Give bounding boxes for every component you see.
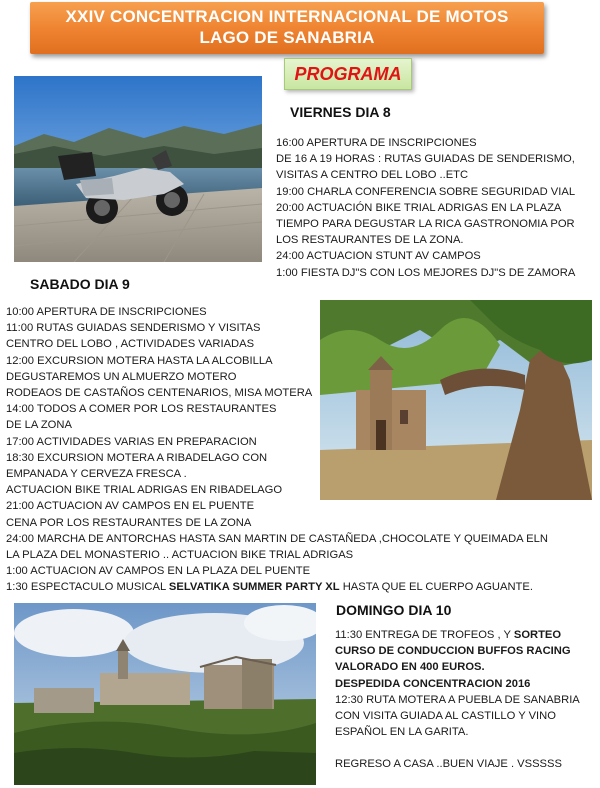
schedule-line: CENA POR LOS RESTAURANTES DE LA ZONA [6,516,252,529]
sorteo-highlight: SORTEO [513,629,562,641]
motorcycle-lake-photo [14,76,262,262]
schedule-line: 10:00 APERTURA DE INSCRIPCIONES [6,306,207,318]
domingo-heading: DOMINGO DIA 10 [336,602,452,618]
schedule-line: 16:00 APERTURA DE INSCRIPCIONES [276,137,477,149]
selvatika-highlight: SELVATIKA SUMMER PARTY XL [168,581,340,594]
schedule-line: LOS RESTAURANTES DE LA ZONA. [276,234,464,247]
schedule-line: CON VISITA GUIADA AL CASTILLO Y VINO [335,710,556,723]
schedule-line: DEGUSTAREMOS UN ALMUERZO MOTERO [6,370,237,383]
programa-label: PROGRAMA [284,58,412,90]
event-title-line2: LAGO DE SANABRIA [199,28,375,47]
spacer [335,740,580,756]
schedule-line-bold: DESPEDIDA CONCENTRACION 2016 [335,677,531,690]
viernes-schedule [276,135,575,281]
schedule-line: 24:00 ACTUACION STUNT AV CAMPOS [276,250,481,263]
schedule-line: DE 16 A 19 HORAS : RUTAS GUIADAS DE SENDERISMO, [276,153,575,166]
schedule-line: ESPAÑOL EN LA GARITA. [335,726,469,739]
schedule-line: 17:00 ACTIVIDADES VARIAS EN PREPARACION [6,435,257,448]
farewell-line: REGRESO A CASA ..BUEN VIAJE . VSSSSS [335,758,562,771]
schedule-line: 18:30 EXCURSION MOTERA A RIBADELAGO CON [6,451,268,464]
schedule-line: 21:00 ACTUACION AV CAMPOS EN EL PUENTE [6,500,255,513]
schedule-line: 19:00 CHARLA CONFERENCIA SOBRE SEGURIDAD VIAL [276,185,576,198]
schedule-line: 14:00 TODOS A COMER POR LOS RESTAURANTES [6,403,277,416]
sabado-schedule [6,304,548,596]
schedule-line: 12:30 RUTA MOTERA A PUEBLA DE SANABRIA [335,693,580,706]
schedule-line: 11:00 RUTAS GUIADAS SENDERISMO Y VISITAS [6,322,261,335]
schedule-line-prefix: 1:30 ESPECTACULO MUSICAL [6,581,169,594]
schedule-line-suffix: HASTA QUE EL CUERPO AGUANTE. [339,581,533,594]
event-title-banner [30,2,544,54]
viernes-heading: VIERNES DIA 8 [290,104,391,120]
schedule-line: VISITAS A CENTRO DEL LOBO ..ETC [276,169,469,182]
schedule-line: CENTRO DEL LOBO , ACTIVIDADES VARIADAS [6,338,255,351]
castle-village-photo [14,603,316,785]
schedule-line: TIEMPO PARA DEGUSTAR LA RICA GASTRONOMIA POR [276,218,575,231]
schedule-line: 1:00 FIESTA DJ"S CON LOS MEJORES DJ"S DE ZAMORA [276,266,576,279]
event-title-line1: XXIV CONCENTRACION INTERNACIONAL DE MOTOS [65,7,509,26]
domingo-schedule [335,627,580,773]
sabado-heading: SABADO DIA 9 [30,276,130,292]
schedule-line-final [6,579,548,595]
schedule-line: ACTUACION BIKE TRIAL ADRIGAS EN RIBADELAGO [6,484,283,497]
schedule-line-bold: VALORADO EN 400 EUROS. [335,661,485,674]
trophy-line: 11:30 ENTREGA DE TROFEOS , Y [335,629,514,641]
schedule-line: DE LA ZONA [6,419,72,432]
schedule-line: 24:00 MARCHA DE ANTORCHAS HASTA SAN MARTIN DE CASTAÑEDA ,CHOCOLATE Y QUEIMADA ELN [6,532,548,545]
schedule-line-bold: CURSO DE CONDUCCION BUFFOS RACING [335,645,571,658]
schedule-line [335,627,580,643]
schedule-line: LA PLAZA DEL MONASTERIO .. ACTUACION BIKE TRIAL ADRIGAS [6,549,354,562]
schedule-line: RODEAOS DE CASTAÑOS CENTENARIOS, MISA MOTERA [6,387,313,400]
schedule-line: EMPANADA Y CERVEZA FRESCA . [6,468,187,481]
schedule-line: 1:00 ACTUACION AV CAMPOS EN LA PLAZA DEL PUENTE [6,565,311,578]
schedule-line: 20:00 ACTUACIÓN BIKE TRIAL ADRIGAS EN LA PLAZA [276,201,562,214]
schedule-line: 12:00 EXCURSION MOTERA HASTA LA ALCOBILLA [6,354,273,367]
